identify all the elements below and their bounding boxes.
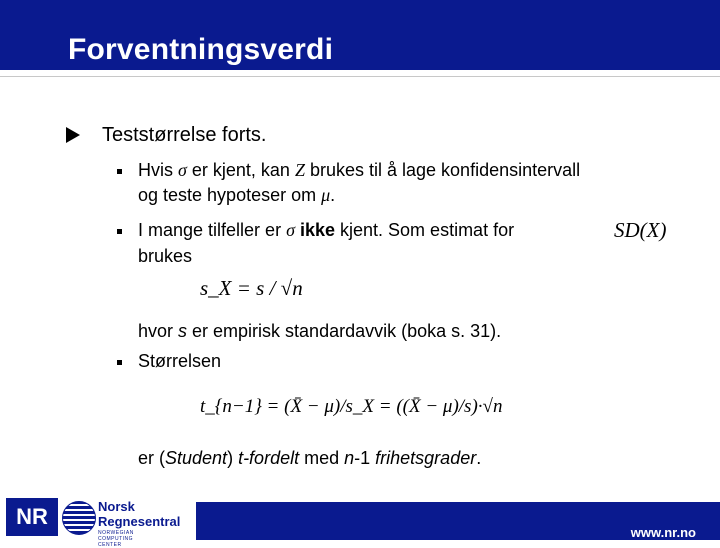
sigma-symbol: σ bbox=[286, 220, 295, 240]
logo-name-line2: Regnesentral bbox=[98, 514, 181, 529]
conclusion-line bbox=[138, 448, 481, 469]
text: hvor bbox=[138, 321, 179, 341]
bullet-1-line-2 bbox=[138, 185, 335, 206]
bullet-2-line-1 bbox=[138, 220, 514, 241]
text: brukes til å lage konfidensintervall bbox=[304, 160, 581, 180]
text: -1 bbox=[354, 448, 376, 468]
footer-bar bbox=[196, 502, 720, 540]
text: . bbox=[476, 448, 482, 468]
text: er kjent, kan bbox=[186, 160, 295, 180]
header-shadow bbox=[0, 76, 720, 77]
mu-symbol: μ bbox=[321, 185, 331, 205]
square-bullet-icon bbox=[117, 169, 122, 174]
slide-title: Forventningsverdi bbox=[68, 33, 334, 66]
logo-name-line1: Norsk bbox=[98, 499, 135, 514]
z-symbol: Z bbox=[294, 160, 305, 180]
bullet-level1-text: Teststørrelse forts. bbox=[102, 124, 267, 146]
italic-text: t-fordelt bbox=[238, 448, 300, 468]
nr-logo-letters: NR bbox=[6, 498, 58, 536]
bullet-1-line-1 bbox=[138, 160, 580, 181]
footer-url[interactable]: www.nr.no bbox=[630, 525, 696, 540]
bold-text: ikke bbox=[299, 220, 336, 240]
logo-name-line3: NORWEGIAN COMPUTING CENTER bbox=[98, 530, 134, 548]
bullet-2-line-2: brukes bbox=[138, 246, 193, 266]
italic-text: Student bbox=[165, 448, 228, 468]
formula-t: t_{n−1} = (X̄ − μ)/s_X = ((X̄ − μ)/s)·√n bbox=[200, 396, 503, 417]
square-bullet-icon bbox=[117, 229, 122, 234]
text: . bbox=[330, 185, 336, 205]
globe-icon bbox=[62, 501, 96, 535]
sd-formula bbox=[614, 218, 666, 243]
slide-footer bbox=[0, 490, 720, 548]
text: ) bbox=[227, 448, 239, 468]
text: med bbox=[299, 448, 345, 468]
sigma-symbol: σ bbox=[178, 160, 187, 180]
s-symbol: s bbox=[178, 321, 188, 341]
italic-text: frihetsgrader bbox=[375, 448, 477, 468]
text: er empirisk standardavvik (boka s. 31). bbox=[187, 321, 502, 341]
text: og teste hypoteser om bbox=[138, 185, 322, 205]
text: Hvis bbox=[138, 160, 178, 180]
bullet-level1 bbox=[66, 124, 266, 147]
text: kjent. Som estimat for bbox=[335, 220, 515, 240]
text: er ( bbox=[138, 448, 165, 468]
formula-sx: s_X = s / √n bbox=[200, 276, 303, 300]
slide-header bbox=[0, 0, 720, 76]
n-symbol: n bbox=[344, 448, 355, 468]
text: I mange tilfeller er bbox=[138, 220, 287, 240]
sd-x-symbol: SD(X) bbox=[614, 218, 667, 242]
triangle-bullet-icon bbox=[66, 127, 80, 143]
square-bullet-icon bbox=[117, 360, 122, 365]
bullet-3-line: Størrelsen bbox=[138, 351, 222, 371]
where-line bbox=[138, 321, 501, 342]
